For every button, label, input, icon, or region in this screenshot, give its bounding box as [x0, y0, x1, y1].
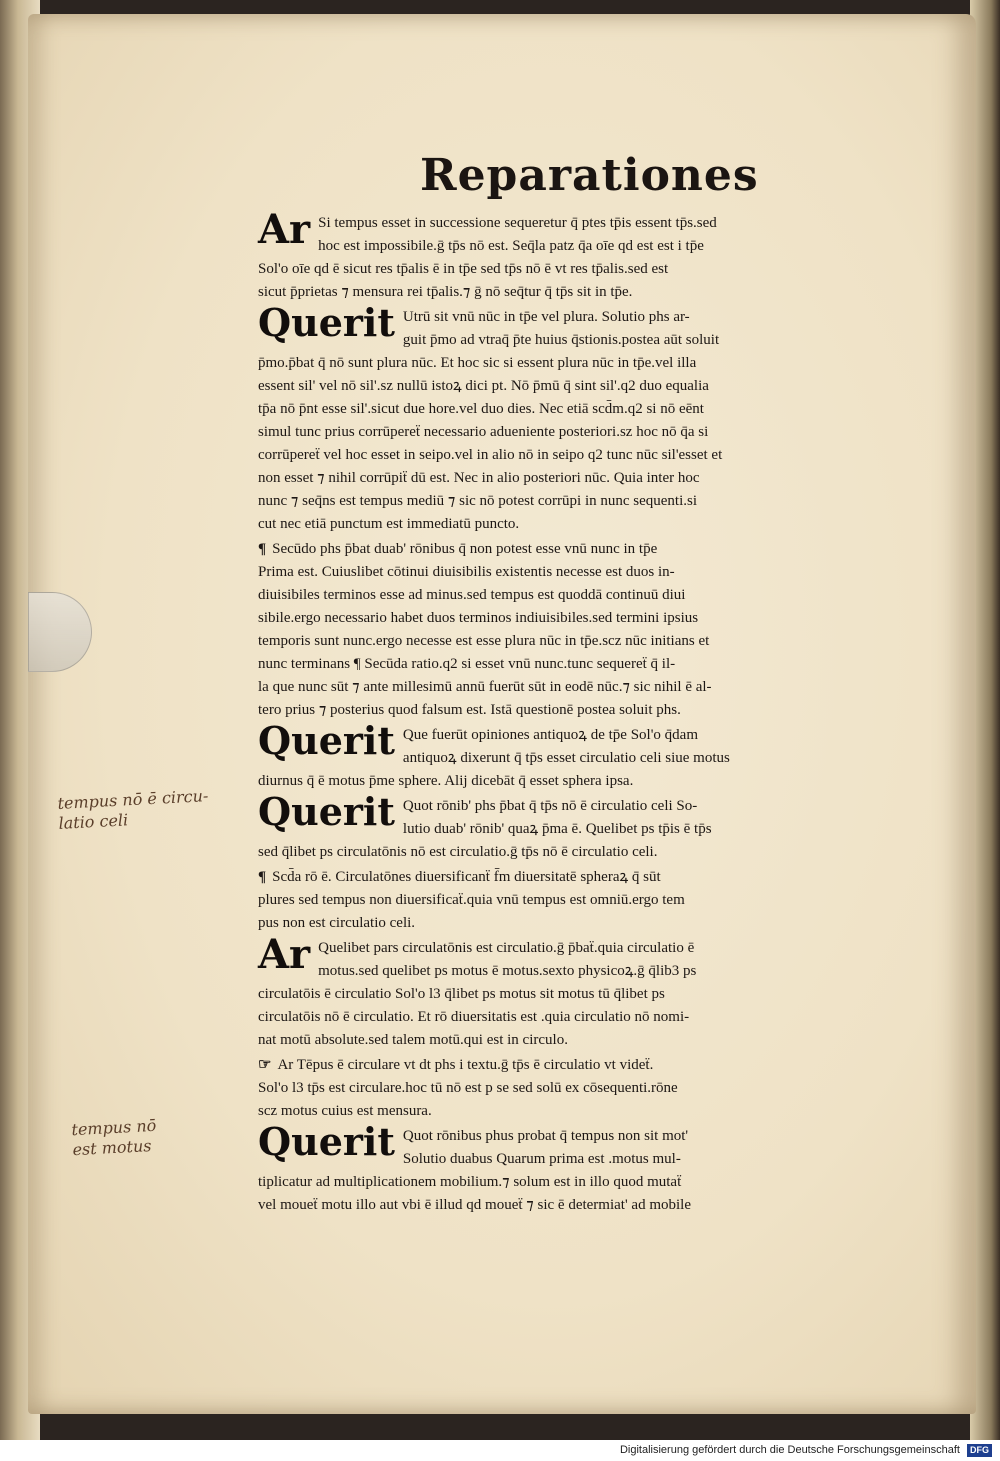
paragraph: [258, 1119, 876, 1217]
text-line: Sol'o oīe qd ē sicut res tp̄alis ē in tp̄e sed tp̄s nō ē vt res tp̄alis.sed est: [258, 261, 669, 277]
footer: [0, 1440, 1000, 1461]
footer-text: Digitalisierung gefördert durch die Deutsche Forschungsgemeinschaft: [619, 1444, 960, 1456]
text-line: circulatōis ē circulatio Sol'o l3 q̄libet ps motus sit motus tū q̄libet ps: [258, 986, 665, 1002]
text-line: corrūpereẗ vel hoc esset in seipo.vel in alio nō in seipo q2 tunc nūc sil'esset et: [258, 447, 723, 463]
margin-note: tempus nō ē circu- latio celi: [57, 786, 209, 833]
text-line: Quot rōnib' phs p̄bat q̄ tp̄s nō ē circulatio celi So-: [402, 798, 698, 814]
page-title: Reparationes: [420, 150, 759, 201]
text-line: diurnus q̄ ē motus p̄me sphere. Alij dicebāt q̄ esset sphera ipsa.: [258, 773, 634, 789]
text-line: Utrū sit vnū nūc in tp̄e vel plura. Solutio phs ar-: [402, 309, 690, 325]
drop-initial: Ar: [258, 206, 311, 253]
text-line: circulatōis nō ē circulatio. Et rō diuersitatis est .quia circulatio nō nomi-: [258, 1009, 690, 1025]
paragraph: [258, 718, 876, 793]
pilcrow-mark: ¶: [258, 541, 267, 557]
paragraph: [258, 866, 876, 935]
text-line: vel moueẗ motu illo aut vbi ē illud qd moueẗ ⁊ sic ē determiat' ad mobile: [258, 1197, 691, 1213]
paragraph: [258, 538, 876, 722]
text-line: non esset ⁊ nihil corrūpiẗ dū est. Nec in alio posteriori nūc. Quia inter hoc: [258, 470, 700, 486]
text-line: tero prius ⁊ posterius quod falsum est. Istā questionē postea soluit phs.: [258, 702, 681, 718]
text-line: Quelibet pars circulatōnis est circulatio.ḡ p̄baẗ.quia circulatio ē: [318, 940, 695, 956]
dfg-logo: DFG: [967, 1444, 992, 1457]
text-line: Prima est. Cuiuslibet cōtinui diuisibilis existentis necesse est duos in-: [258, 564, 675, 580]
paragraph: [258, 300, 876, 536]
text-line: temporis sunt nunc.ergo necesse est esse plura nūc in tp̄e.scz nūc initians et: [258, 633, 710, 649]
text-line: motus.sed quelibet ps motus ē motus.sexto physicoꝝ.ḡ q̄lib3 ps: [318, 963, 697, 979]
text-line: Quot rōnibus phus probat q̄ tempus non sit mot': [402, 1128, 689, 1144]
text-line: essent sil' vel nō sil'.sz nullū istoꝝ dici pt. Nō p̄mū q̄ sint sil'.q2 duo equalia: [258, 378, 709, 394]
drop-initial: Querit: [258, 1119, 395, 1164]
text-line: Si tempus esset in successione sequeretur q̄ ptes tp̄is essent tp̄s.sed: [318, 215, 717, 231]
page-clip: [28, 592, 92, 672]
text-line: sicut p̄prietas ⁊ mensura rei tp̄alis.⁊ ḡ nō seq̄tur q̄ tp̄s sit in tp̄e.: [258, 284, 633, 300]
text-line: Sol'o l3 tp̄s est circulare.hoc tū nō est p se sed solū ex cōsequenti.rōne: [258, 1080, 678, 1096]
text-line: sibile.ergo necessario habet duos terminos indiuisibiles.sed termini ipsius: [258, 610, 699, 626]
text-line: scz motus cuius est mensura.: [258, 1103, 432, 1119]
text-line: pus non est circulatio celi.: [258, 915, 416, 931]
margin-note: tempus nō est motus: [71, 1115, 157, 1160]
text-line: p̄mo.p̄bat q̄ nō sunt plura nūc. Et hoc sic si essent plura nūc in tp̄e.vel illa: [258, 355, 697, 371]
text-line: Scd̄a rō ē. Circulatōnes diuersificanẗ f̄m diuersitatē spheraꝝ q̄ sūt: [272, 869, 661, 885]
text-line: tp̄a nō p̄nt esse sil'.sicut due hore.vel duo dies. Nec etiā scd̄m.q2 si nō eēnt: [258, 401, 704, 417]
main-text: [258, 206, 876, 1219]
text-line: hoc est impossibile.ḡ tp̄s nō est. Seq̄la patz q̄a oīe qd est est i tp̄e: [318, 238, 704, 254]
paragraph: [258, 789, 876, 864]
drop-initial: Querit: [258, 789, 395, 834]
text-line: diuisibiles terminos esse ad minus.sed tempus est quoddā continuū diui: [258, 587, 686, 603]
drop-initial: Ar: [258, 931, 311, 978]
text-line: la que nunc sūt ⁊ ante millesimū annū fuerūt sūt in eodē nūc.⁊ sic nihil ē al-: [258, 679, 712, 695]
paragraph: [258, 931, 876, 1052]
text-line: nat motū absolute.sed talem motū.qui est in circulo.: [258, 1032, 568, 1048]
text-line: lutio duab' rōnib' quaꝝ p̄ma ē. Quelibet ps tp̄is ē tp̄s: [402, 821, 712, 837]
text-line: cut nec etiā punctum est immediatū puncto.: [258, 516, 520, 532]
text-line: nunc ⁊ seq̄ns est tempus mediū ⁊ sic nō potest corrūpi in nunc sequenti.si: [258, 493, 698, 509]
text-line: simul tunc prius corrūpereẗ necessario adueniente posteriori.sz hoc nō q̄a si: [258, 424, 709, 440]
text-line: antiquoꝝ dixerunt q̄ tp̄s esset circulatio celi siue motus: [402, 750, 730, 766]
text-line: Solutio duabus Quarum prima est .motus mul-: [402, 1151, 681, 1167]
text-line: plures sed tempus non diuersificaẗ.quia vnū tempus est omniū.ergo tem: [258, 892, 685, 908]
paragraph: [258, 206, 876, 304]
drop-initial: Querit: [258, 718, 395, 763]
pointing-hand-icon: ☞: [258, 1057, 272, 1073]
text-line: Ar Tēpus ē circulare vt dt phs i textu.ḡ tp̄s ē circulatio vt videẗ.: [277, 1057, 654, 1073]
text-line: Que fuerūt opiniones antiquoꝝ de tp̄e Sol'o q̄dam: [402, 727, 698, 743]
text-line: Secūdo phs p̄bat duab' rōnibus q̄ non potest esse vnū nunc in tp̄e: [272, 541, 658, 557]
pilcrow-mark: ¶: [258, 869, 267, 885]
drop-initial: Querit: [258, 300, 395, 345]
paragraph: [258, 1054, 876, 1123]
text-line: tiplicatur ad multiplicationem mobilium.⁊ solum est in illo quod mutaẗ: [258, 1174, 682, 1190]
text-line: nunc terminans ¶ Secūda ratio.q2 si esset vnū nunc.tunc sequereẗ q̄ il-: [258, 656, 676, 672]
text-line: sed q̄libet ps circulatōnis nō est circulatio.ḡ tp̄s nō ē circulatio celi.: [258, 844, 658, 860]
text-line: guit p̄mo ad vtraq̄ p̄te huius q̄stionis.postea aūt soluit: [402, 332, 720, 348]
